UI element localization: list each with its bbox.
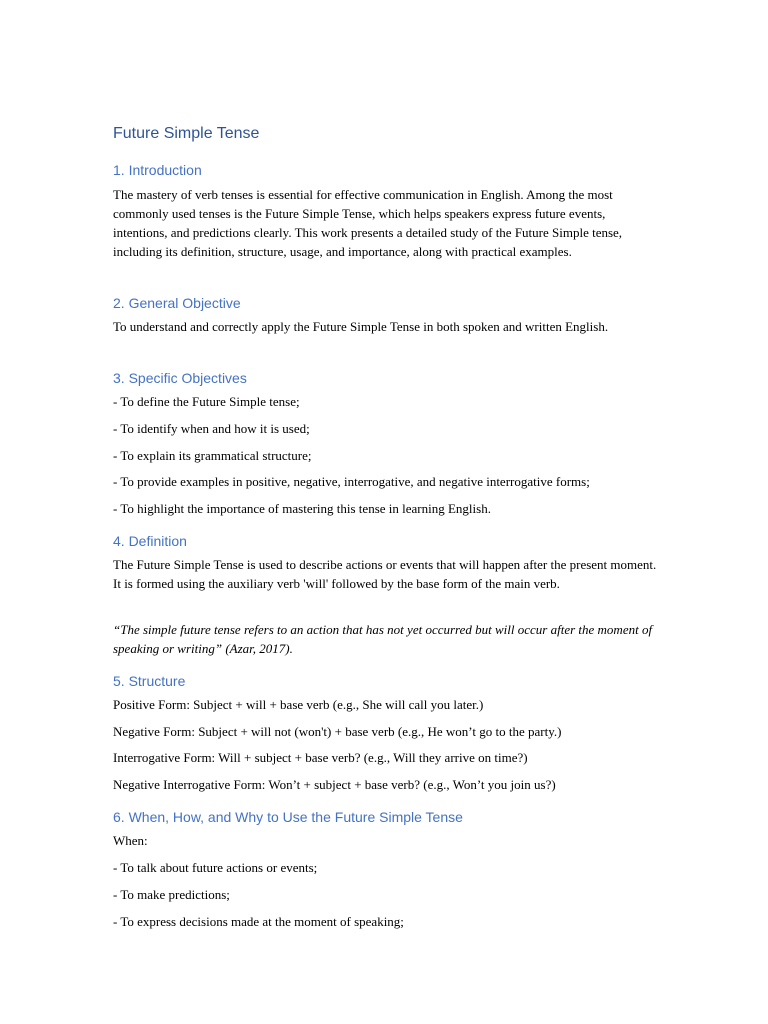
specific-objective-item: - To define the Future Simple tense; <box>113 394 300 409</box>
definition-quote: “The simple future tense refers to an action that has not yet occurred but will occur after the moment of speaking or writing” (Azar, 2017). <box>113 622 653 656</box>
structure-interrogative-form: Interrogative Form: Will + subject + base verb? (e.g., Will they arrive on time?) <box>113 750 528 765</box>
specific-objective-item: - To explain its grammatical structure; <box>113 448 312 463</box>
usage-item: - To talk about future actions or events; <box>113 860 318 875</box>
structure-negative-interrogative-form: Negative Interrogative Form: Won’t + subject + base verb? (e.g., Won’t you join us?) <box>113 777 556 792</box>
heading-general-objective: 2. General Objective <box>113 295 241 311</box>
specific-objective-item: - To highlight the importance of mastering this tense in learning English. <box>113 501 491 516</box>
introduction-paragraph: The mastery of verb tenses is essential for effective communication in English. Among the most commonly used tenses is the Future Simple Tense, which helps speakers express future events, intentions, and predictions clearly. This work presents a detailed study of the Future Simple tense, including its definition, structure, usage, and importance, along with practical examples. <box>113 187 623 259</box>
usage-item: - To make predictions; <box>113 887 230 902</box>
heading-introduction: 1. Introduction <box>113 162 202 178</box>
general-objective-paragraph: To understand and correctly apply the Future Simple Tense in both spoken and written English. <box>113 319 609 334</box>
usage-item: - To express decisions made at the moment of speaking; <box>113 914 404 929</box>
heading-usage: 6. When, How, and Why to Use the Future Simple Tense <box>113 809 463 825</box>
usage-when-label: When: <box>113 833 148 848</box>
heading-definition: 4. Definition <box>113 533 187 549</box>
heading-structure: 5. Structure <box>113 673 186 689</box>
definition-paragraph: The Future Simple Tense is used to describe actions or events that will happen after the present moment. It is formed using the auxiliary verb 'will' followed by the base form of the main verb. <box>113 557 657 591</box>
document-title: Future Simple Tense <box>113 125 260 142</box>
specific-objective-item: - To provide examples in positive, negative, interrogative, and negative interrogative forms; <box>113 474 590 489</box>
structure-negative-form: Negative Form: Subject + will not (won't) + base verb (e.g., He won’t go to the party.) <box>113 724 562 739</box>
specific-objective-item: - To identify when and how it is used; <box>113 421 310 436</box>
structure-positive-form: Positive Form: Subject + will + base verb (e.g., She will call you later.) <box>113 697 484 712</box>
heading-specific-objectives: 3. Specific Objectives <box>113 370 247 386</box>
